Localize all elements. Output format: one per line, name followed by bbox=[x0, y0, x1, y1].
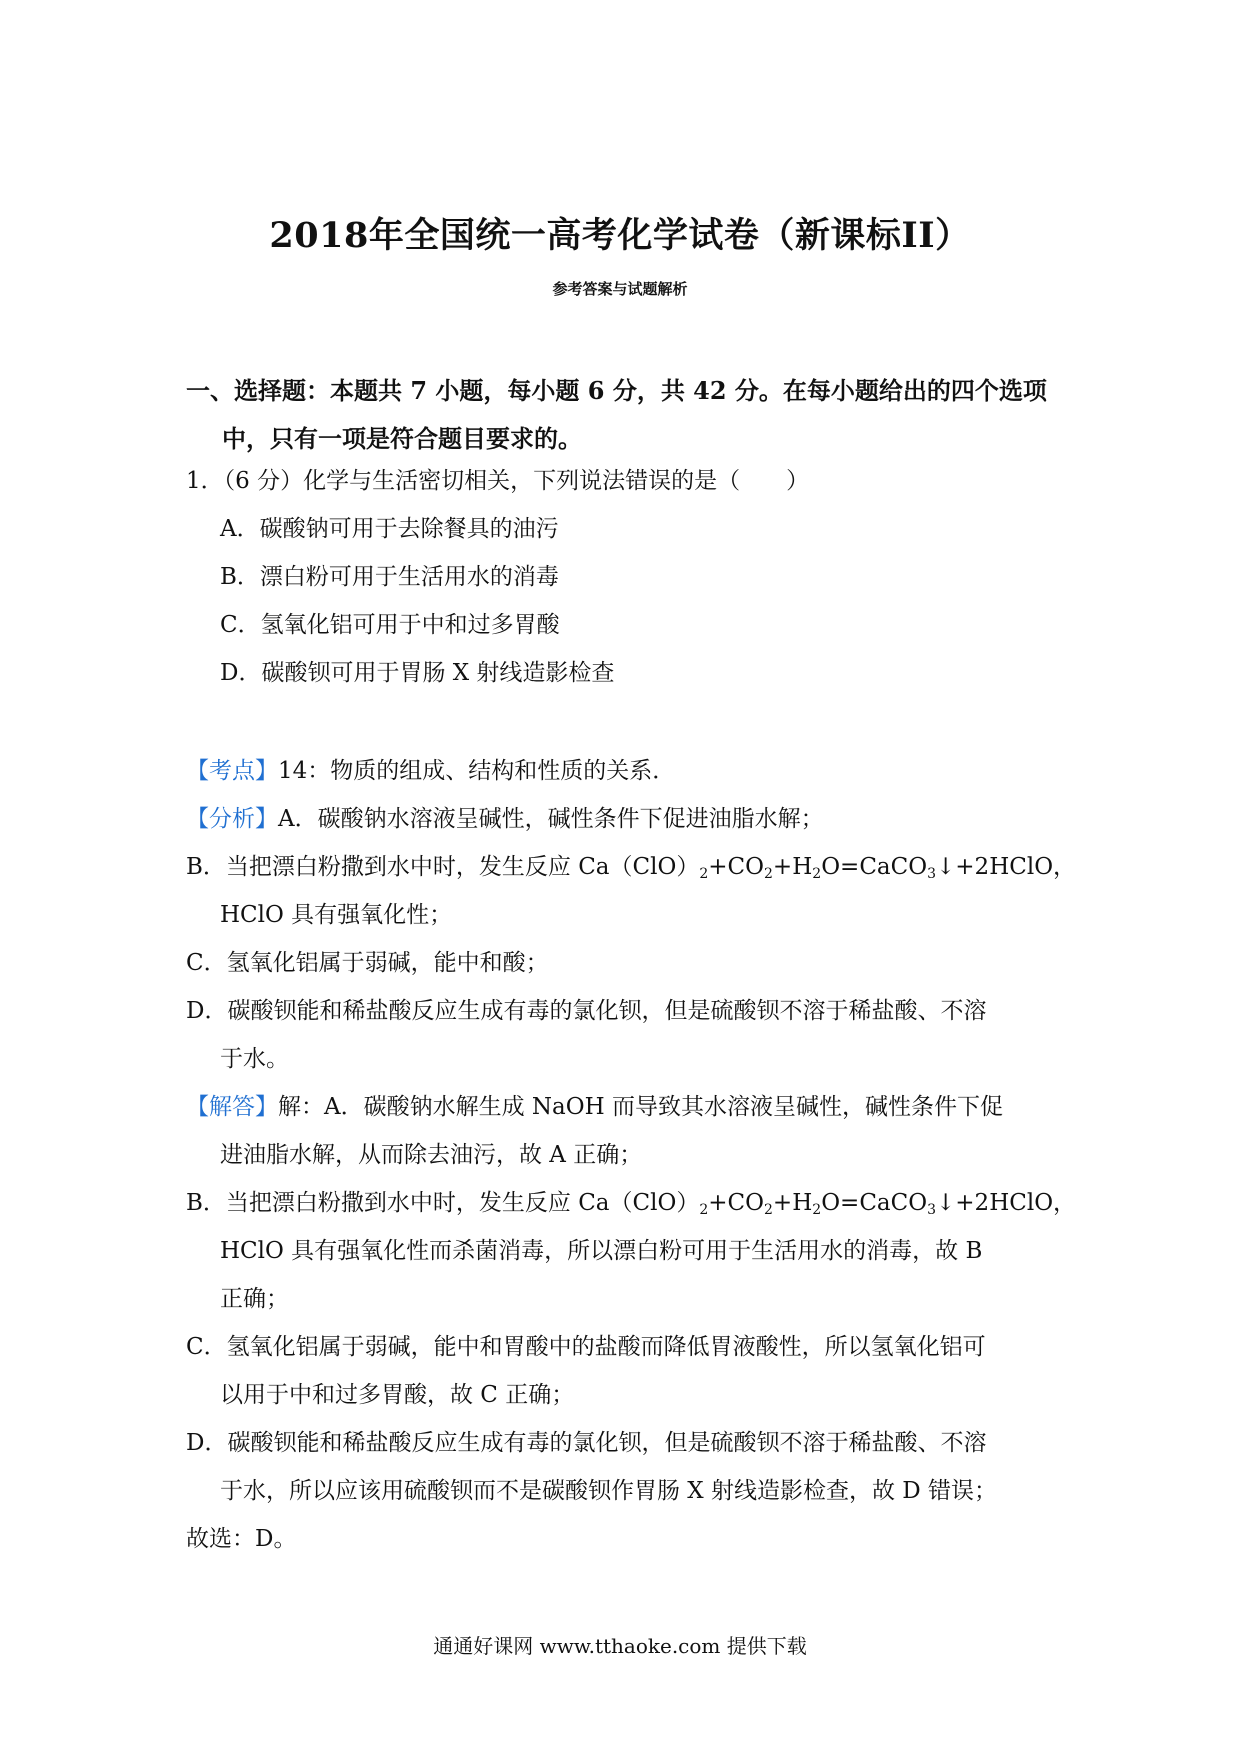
fenxi-b1-h: +H bbox=[772, 854, 813, 880]
jieda-b1-co: +CO bbox=[708, 1190, 764, 1216]
subscript: 2 bbox=[764, 1202, 773, 1218]
fenxi-line-b2: HClO 具有强氧化性； bbox=[220, 902, 453, 928]
jieda-line-d1: D．碳酸钡能和稀盐酸反应生成有毒的氯化钡，但是硫酸钡不溶于稀盐酸、不溶 bbox=[186, 1430, 987, 1456]
page-subtitle: 参考答案与试题解析 bbox=[552, 280, 688, 298]
jieda-line-c1: C．氢氧化铝属于弱碱，能中和胃酸中的盐酸而降低胃液酸性，所以氢氧化铝可 bbox=[186, 1334, 986, 1360]
subscript: 3 bbox=[927, 866, 937, 882]
fenxi-b1-co: +CO bbox=[708, 854, 764, 880]
jieda-conclusion: 故选：D。 bbox=[186, 1526, 297, 1552]
section-heading-line1: 一、选择题：本题共 7 小题，每小题 6 分，共 42 分。在每小题给出的四个选项 bbox=[186, 376, 1047, 405]
kaodian-line bbox=[186, 756, 675, 786]
section-heading bbox=[186, 367, 1056, 463]
fenxi-line-d2: 于水。 bbox=[220, 1046, 289, 1072]
jieda-b1-tail: ↓+2HClO， bbox=[936, 1190, 1077, 1216]
page-title: 2018年全国统一高考化学试卷（新课标II） bbox=[269, 215, 971, 256]
jieda-line-a1 bbox=[186, 1092, 1003, 1122]
footer-text: 通通好课网 www.tthaoke.com 提供下载 bbox=[433, 1634, 807, 1658]
jieda-b1-h: +H bbox=[772, 1190, 813, 1216]
jieda-b1-prefix: B．当把漂白粉撒到水中时，发生反应 Ca（ClO） bbox=[186, 1190, 700, 1216]
subscript: 2 bbox=[812, 1202, 822, 1218]
jieda-line-d2: 于水，所以应该用硫酸钡而不是碳酸钡作胃肠 X 射线造影检查，故 D 错误； bbox=[220, 1478, 998, 1504]
jieda-line-b1 bbox=[186, 1188, 1076, 1218]
fenxi-b1-tail: ↓+2HClO， bbox=[936, 854, 1077, 880]
fenxi-line-c: C．氢氧化铝属于弱碱，能中和酸； bbox=[186, 950, 549, 976]
jieda-line-a2: 进油脂水解，从而除去油污，故 A 正确； bbox=[220, 1142, 643, 1168]
option-c: C．氢氧化铝可用于中和过多胃酸 bbox=[220, 612, 560, 638]
jieda-line-c2: 以用于中和过多胃酸，故 C 正确； bbox=[220, 1382, 575, 1408]
option-b: B．漂白粉可用于生活用水的消毒 bbox=[220, 564, 559, 590]
fenxi-text-a: A．碳酸钠水溶液呈碱性，碱性条件下促进油脂水解； bbox=[278, 806, 824, 832]
kaodian-tag: 【考点】 bbox=[186, 758, 278, 784]
kaodian-text: 14：物质的组成、结构和性质的关系． bbox=[278, 758, 676, 784]
option-a: A．碳酸钠可用于去除餐具的油污 bbox=[220, 516, 559, 542]
jieda-line-b3: 正确； bbox=[220, 1286, 289, 1312]
fenxi-tag: 【分析】 bbox=[186, 806, 278, 832]
jieda-line-b2: HClO 具有强氧化性而杀菌消毒，所以漂白粉可用于生活用水的消毒，故 B bbox=[220, 1238, 983, 1264]
subscript: 2 bbox=[699, 866, 709, 882]
subscript: 2 bbox=[764, 866, 773, 882]
fenxi-line-b1 bbox=[186, 852, 1076, 882]
option-d: D．碳酸钡可用于胃肠 X 射线造影检查 bbox=[220, 660, 615, 686]
jieda-b1-caco: O=CaCO bbox=[821, 1190, 928, 1216]
section-heading-line2: 中，只有一项是符合题目要求的。 bbox=[222, 424, 582, 453]
fenxi-b1-caco: O=CaCO bbox=[821, 854, 928, 880]
subscript: 2 bbox=[812, 866, 822, 882]
fenxi-line-a bbox=[186, 804, 824, 834]
fenxi-line-d1: D．碳酸钡能和稀盐酸反应生成有毒的氯化钡，但是硫酸钡不溶于稀盐酸、不溶 bbox=[186, 998, 987, 1024]
jieda-tag: 【解答】 bbox=[186, 1094, 278, 1120]
jieda-text-a1: 解：A．碳酸钠水解生成 NaOH 而导致其水溶液呈碱性，碱性条件下促 bbox=[278, 1094, 1003, 1120]
fenxi-b1-prefix: B．当把漂白粉撒到水中时，发生反应 Ca（ClO） bbox=[186, 854, 700, 880]
subscript: 3 bbox=[927, 1202, 937, 1218]
subscript: 2 bbox=[699, 1202, 709, 1218]
question-stem: 1．（6 分）化学与生活密切相关，下列说法错误的是（ ） bbox=[186, 468, 810, 494]
